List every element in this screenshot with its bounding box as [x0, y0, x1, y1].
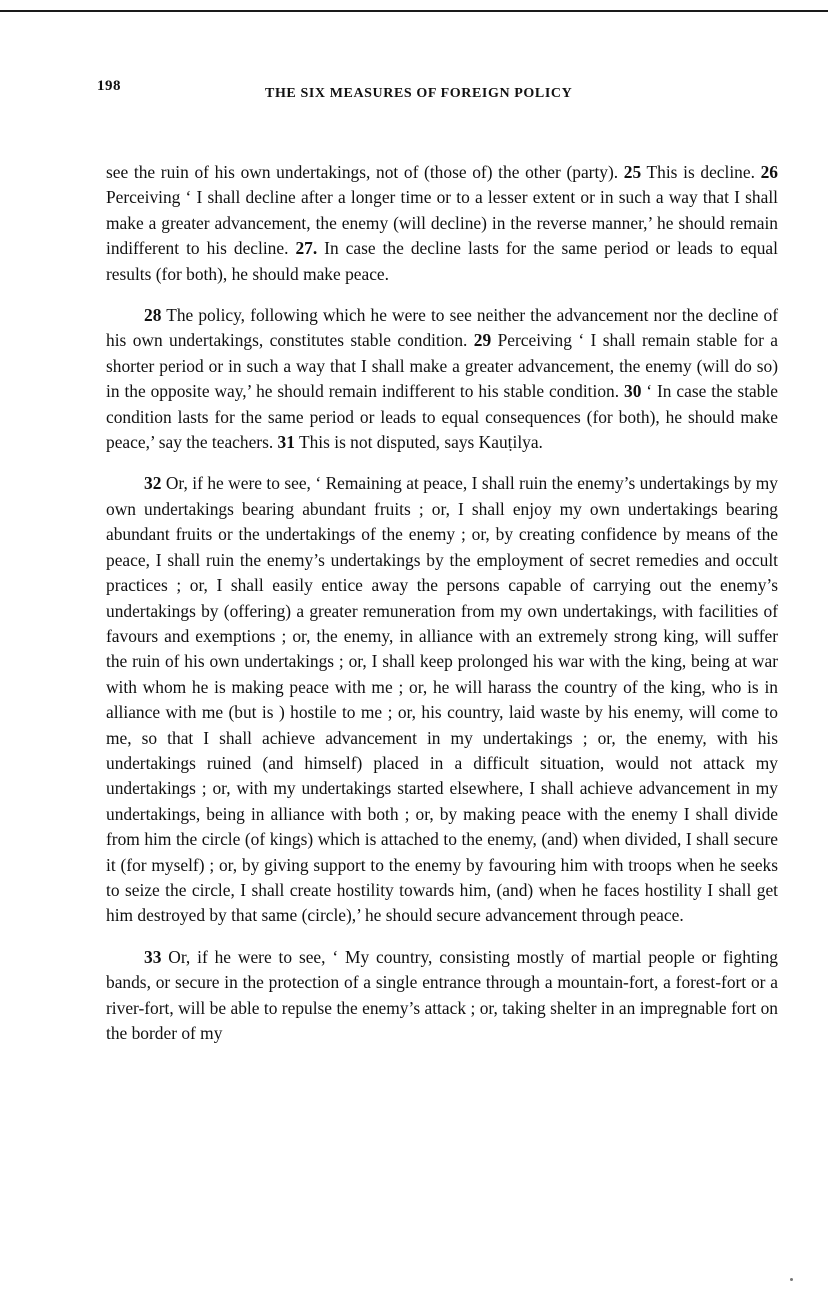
sutra-number: 25 — [623, 162, 642, 182]
scan-speckle — [790, 1278, 793, 1281]
paragraph-peace-advancement — [106, 471, 778, 928]
text-run: Or, if he were to see, ‘ My country, consisting mostly of martial people or fighting bands, or secure in the protection of a single entrance through a mountain-fort, a forest-fort or a river-fort, will be able to repulse the enemy’s attack ; or, taking shelter in an impregnable fort on the border of my — [106, 946, 778, 1043]
sutra-number: 26 — [760, 162, 778, 182]
sutra-number: 28 — [144, 305, 162, 326]
text-run: ‘ In case the stable condition lasts for the same period or leads to equal consequences (for both), he should make peace,’ say the teachers. — [106, 381, 778, 453]
text-run: Perceiving ‘ I shall decline after a longer time or to a lesser extent or in such a way that I shall make a greater advancement, the enemy (will decline) in the reverse manner,’ he should remain indifferent to his decline. — [106, 187, 778, 259]
sutra-number: 32 — [144, 473, 162, 494]
running-header: THE SIX MEASURES OF FOREIGN POLICY — [265, 86, 573, 101]
text-run: The policy, following which he were to see neither the advancement nor the decline of his own undertakings, constitutes stable condition. — [106, 305, 778, 351]
page-number: 198 — [97, 78, 121, 94]
sutra-number: 33 — [144, 946, 162, 967]
paragraph-stable-condition — [106, 303, 778, 455]
paragraph-martial-country — [106, 945, 778, 1047]
body-text — [106, 160, 778, 1062]
top-rule — [0, 0, 828, 12]
paragraph-continuation — [106, 160, 778, 287]
text-run: In case the decline lasts for the same period or leads to equal results (for both), he should make peace. — [106, 238, 778, 284]
text-run: This is not disputed, says Kauṭilya. — [294, 432, 543, 453]
text-run: Or, if he were to see, ‘ Remaining at peace, I shall ruin the enemy’s undertakings by my own undertakings bearing abundant fruits ; or, I shall enjoy my own undertakings bearing abundant fruits or the undertakings of the enemy ; or, by creating confidence by means of the peace, I shall ruin the enemy’s undertakings by the employment of secret remedies and occult practices ; or, I shall easily entice away the persons capable of carrying out the enemy’s undertakings by (offering) a greater remuneration from my own undertakings, with facilities of favours and exemptions ; or, the enemy, in alliance with an extremely strong king, will suffer the ruin of his own undertakings ; or, I shall keep prolonged his war with the king, being at war with whom he is making peace with me ; or, he will harass the country of the king, who is in alliance with me (but is ) hostile to me ; or, his country, laid waste by his enemy, will come to me, so that I shall achieve advancement in my undertakings ; or, the enemy, with his undertakings ruined (and himself) placed in a difficult situation, would not attack my undertakings ; or, with my undertakings started elsewhere, I shall achieve advancement in my undertakings, being in alliance with both ; or, by making peace with the enemy I shall divide from him the circle (of kings) which is attached to the enemy, (and) when divided, I shall secure it (for myself) ; or, by giving support to the enemy by favouring him with troops when he seeks to seize the circle, I shall create hostility towards him, (and) when he faces hostility I shall get him destroyed by that same (circle),’ he should secure advancement through peace. — [106, 473, 778, 926]
text-run: This is decline. — [641, 162, 761, 182]
sutra-number: 30 — [624, 381, 642, 402]
sutra-number: 29 — [473, 330, 492, 351]
sutra-number: 31 — [277, 432, 295, 453]
sutra-number: 27. — [295, 238, 318, 259]
text-run: see the ruin of his own undertakings, not of (those of) the other (party). — [106, 162, 624, 182]
text-run: Perceiving ‘ I shall remain stable for a shorter period or in such a way that I shall make a greater advancement, the enemy (will do so) in the opposite way,’ he should remain indifferent to his stable condition. — [106, 330, 779, 402]
